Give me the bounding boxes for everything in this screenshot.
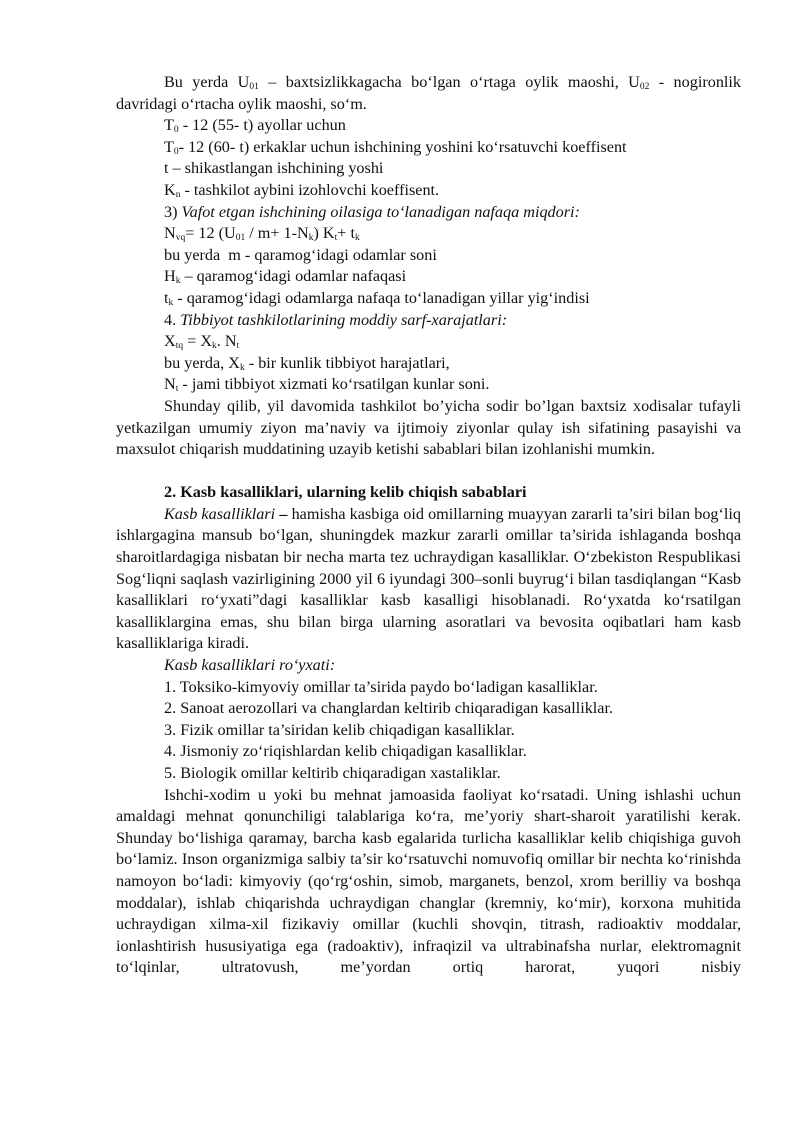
spacer [116,461,741,483]
final-paragraph: Ishchi-xodim u yoki bu mehnat jamoasida faoliyat ko‘rsatadi. Uning ishlashi uchun amaldagi mehnat qonunchiligi talablariga ko‘ra, me’yoriy shart-sharoit yaratilishi kerak. Shunday bo‘lishiga qaramay, barcha kasb egalarida turlicha kasalliklar kelib chiqishiga guvoh bo‘lamiz. Inson organizmiga salbiy ta’sir ko‘rsatuvchi nomuvofiq omillar bir nechta ko‘rinishda namoyon bo‘ladi: kimyoviy (qo‘rg‘oshin, simob, marganets, benzol, xrom berilliy va boshqa moddalar), ishlab chiqarishda uchraydigan changlar (kremniy, ko‘mir), korxona muhitida uchraydigan xilma-xil fizikaviy omillar (kuchli shovqin, titrash, radioaktiv moddalar, ionlashtirish hususiyatiga ega (radoaktiv), infraqizil va ultrabinafsha nurlar, elektromagnit to‘lqinlar, ultratovush, me’yordan ortiq harorat, yuqori nisbiy [116,785,741,977]
list-item: 3. Fizik omillar ta’siridan kelib chiqadigan kasalliklar. [164,720,515,739]
section4-heading: 4. Tibbiyot tashkilotlarining moddiy sarf-xarajatlari: [164,310,508,329]
intro-paragraph: Bu yerda $U_{01}$ – baxtsizlikkagacha bo‘lgan o‘rtaga oylik maoshi, $U_{02}$ - nogironlik davridagi o‘rtacha oylik maoshi, so‘m. [116,73,741,113]
document-page [116,72,741,979]
list-title: Kasb kasalliklari ro‘yxati: [164,656,336,675]
definition-paragraph: Kasb kasalliklari – hamisha kasbiga oid omillarning muayyan zararli ta’siri bilan bog‘liq ishlargagina mansub bo‘lgan, shuningdek mazkur zararli omillar ta’sirida ishlaganda boshqa sharoitlardagiga nisbatan bir necha marta tez uchraydigan kasalliklar. O‘zbekiston Respublikasi Sog‘liqni saqlash vazirligining 2000 yil 6 iyundagi 300–sonli buyrug‘i bilan tasdiqlangan “Kasb kasalliklari ro‘yxati”dagi kasalliklar kasb kasalligi hisoblanadi. Ro‘yxatda ko‘rsatilgan kasalliklargina emas, shu bilan birga ularning asoratlari va bevosita oqibatlari ham kasb kasalliklariga kiradi. [116,504,741,653]
summary-paragraph: Shunday qilib, yil davomida tashkilot bo’yicha sodir bo’lgan baxtsiz xodisalar tufayli yetkazilgan umumiy ziyon ma’naviy va ijtimoiy ziyonlar qulay ish sifatining pasayishi va maxsulot chiqarish muddatining uzayib ketishi sabablari bilan izohlanishi mumkin. [116,396,741,459]
def-kn: $K_n$ - tashkilot aybini izohlovchi koeffisent. [164,180,440,200]
list-item: 2. Sanoat aerozollari va changlardan keltirib chiqaradigan kasalliklar. [164,699,614,718]
list-item: 4. Jismoniy zo‘riqishlardan kelib chiqadigan kasalliklar. [164,742,527,761]
def-m: bu yerda m - qaramog‘idagi odamlar soni [164,245,437,264]
section3-heading: 3) Vafot etgan ishchining oilasiga to‘lanadigan nafaqa miqdori: [164,202,580,221]
list-item: 1. Toksiko-kimyoviy omillar ta’sirida paydo bo‘ladigan kasalliklar. [164,677,598,696]
def-tk: $t_k$ - qaramog‘idagi odamlarga nafaqa to‘lanadigan yillar yig‘indisi [164,288,590,308]
section3-formula: $N_{vq}= 12$ $(U_{01} / m+ 1-N_k)$ $K_t+ t_k$ [164,224,360,244]
def-t0-men: $T_0-$ 12 (60- t) erkaklar uchun ishchining yoshini ko‘rsatuvchi koeffisent [164,137,627,157]
def-t: t – shikastlangan ishchining yoshi [164,159,384,178]
section2-heading: 2. Kasb kasalliklari, ularning kelib chiqish sabablari [164,483,527,502]
def-nt: $N_t$ - jami tibbiyot xizmati ko‘rsatilgan kunlar soni. [164,375,490,395]
def-t0-women: $T_0 - 12$ (55- t) ayollar uchun [164,116,346,136]
def-hk: $H_k$ – qaramog‘idagi odamlar nafaqasi [164,267,407,287]
list-item: 5. Biologik omillar keltirib chiqaradigan xastaliklar. [164,764,501,782]
def-xk: bu yerda, $X_k$ - bir kunlik tibbiyot harajatlari, [164,353,450,373]
section4-formula: $X_{tq} = X_k$. $N_t$ [164,332,240,352]
